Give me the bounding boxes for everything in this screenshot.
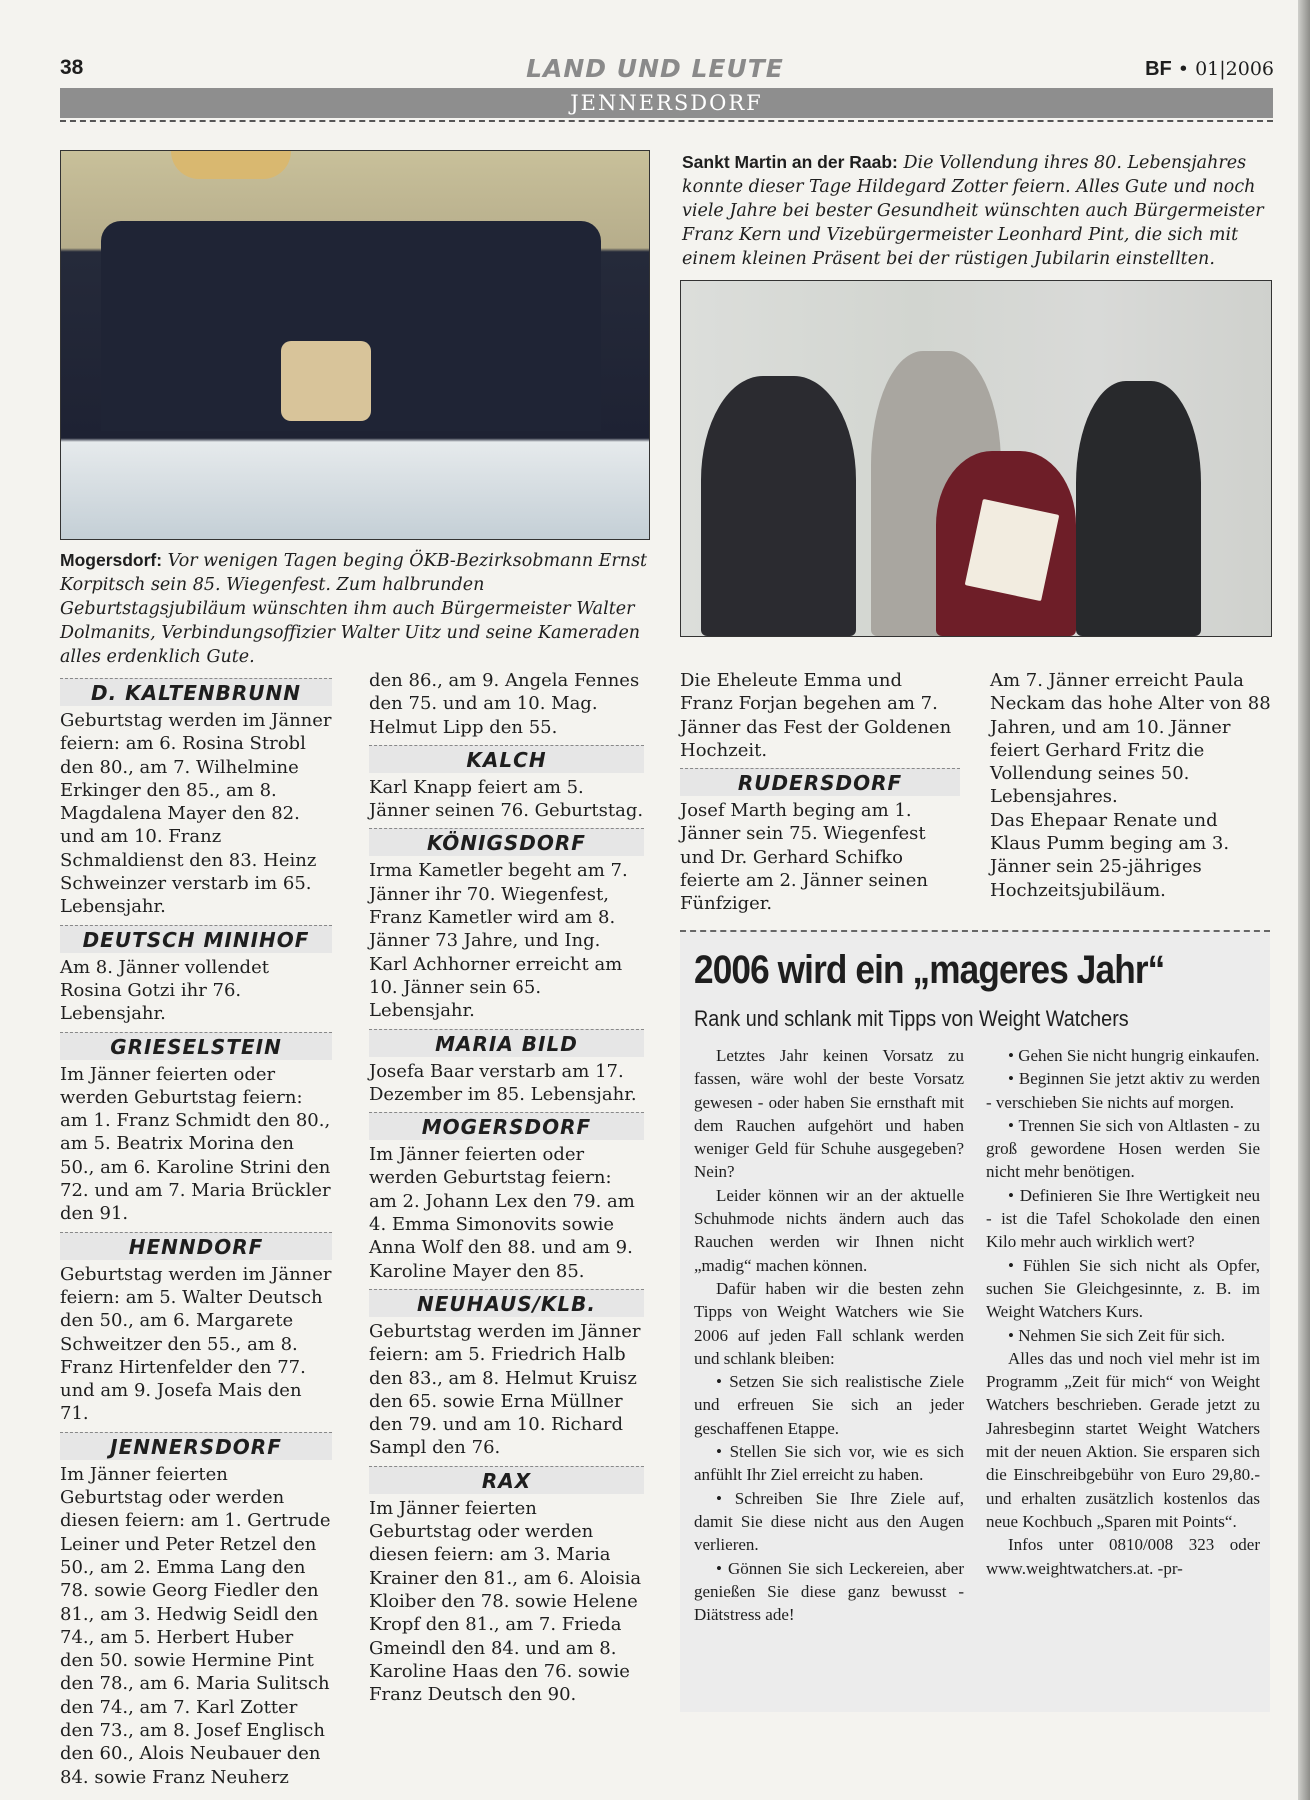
text-koenigsdorf: Irma Kametler begeht am 7. Jänner ihr 70. Wiegenfest, Franz Kametler wird am 8. Jänner 73 Jahre, und Ing. Karl Achhorner erreicht am 10. Jänner sein 65. Lebensjahr. (369, 860, 628, 1022)
column-3 (680, 669, 960, 916)
article-paragraph: Alles das und noch viel mehr ist im Programm „Zeit für mich“ von Weight Watchers beschrieben. Gerade jetzt zu Jahresbeginn startet Weight Watchers mit der neuen Aktion. Sie ersparen sich die Einschreibgebühr von Euro 29,80.- und erhalten zusätzlich kostenlos das neue Kochbuch „Sparen mit Points“. (986, 1348, 1260, 1531)
article-paragraph: Dafür haben wir die besten zehn Tipps von Weight Watchers wie Sie 2006 auf jeden Fall schlank werden und schlank bleiben: (694, 1278, 964, 1368)
heading-henndorf: HENNDORF (60, 1232, 332, 1260)
article-tip: • Gönnen Sie sich Leckereien, aber genießen Sie diese ganz bewusst - Diätstress ade! (694, 1558, 964, 1625)
text-maria-bild: Josefa Baar verstarb am 17. Dezember im 85. Lebensjahr. (369, 1060, 637, 1105)
text-neuhaus: Geburtstag werden im Jänner feiern: am 5. Friedrich Halb den 83., am 8. Helmut Kruisz den 65. sowie Erna Müllner den 79. und am 10. Richard Sampl den 76. (369, 1320, 641, 1459)
text-pumm: Das Ehepaar Renate und Klaus Pumm beging am 3. Jänner sein 25-jähriges Hochzeitsjubiläum. (990, 809, 1230, 901)
photo-chandelier (171, 151, 291, 179)
heading-kalch: KALCH (369, 745, 644, 773)
article-tip: • Schreiben Sie Ihre Ziele auf, damit Sie diese nicht aus den Augen verlieren. (694, 1488, 964, 1555)
issue-number: 01|2006 (1195, 58, 1274, 80)
article-paragraph: Leider können wir an der aktuelle Schuhmode nichts ändern auch das Rauchen werden wir Ihnen nicht „madig“ machen können. (694, 1185, 964, 1275)
issue-separator: • (1177, 58, 1190, 80)
text-d-kaltenbrunn: Geburtstag werden im Jänner feiern: am 6. Rosina Strobl den 80., am 7. Wilhelmine Erkinger den 85., am 8. Magdalena Mayer den 82. und am 10. Franz Schmaldienst den 83. Heinz Schweinzer verstarb im 65. Lebensjahr. (60, 710, 332, 918)
article-column-left (694, 1044, 964, 1626)
photo-person (701, 376, 856, 636)
photo-sankt-martin (680, 280, 1272, 637)
article-paragraph: Letztes Jahr keinen Vorsatz zu fassen, wäre wohl der beste Vorsatz gewesen - oder haben Sie ernsthaft mit dem Rauchen aufgehört und haben weniger Geld für Schuhe ausgegeben? Nein? (694, 1046, 964, 1182)
heading-maria-bild: MARIA BILD (369, 1029, 644, 1057)
heading-jennersdorf: JENNERSDORF (60, 1432, 332, 1460)
text-henndorf: Geburtstag werden im Jänner feiern: am 5. Walter Deutsch den 50., am 6. Margarete Schweitzer den 55., am 8. Franz Hirtenfelder den 77. und am 9. Josefa Mais den 71. (60, 1263, 332, 1425)
article-subtitle: Rank und schlank mit Tipps von Weight Watchers (694, 1006, 1129, 1031)
article-tip: • Trennen Sie sich von Altlasten - zu groß gewordene Hosen werden Sie nicht mehr benötigen. (986, 1115, 1260, 1182)
text-rax: Im Jänner feierten Geburtstag oder werden diesen feiern: am 3. Maria Krainer den 81., am 6. Aloisia Kloiber den 78. sowie Helene Kropf den 81., am 7. Frieda Gmeindl den 84. und am 8. Karoline Haas den 76. sowie Franz Deutsch den 90. (369, 1497, 642, 1706)
photo-person (1076, 381, 1201, 636)
heading-deutsch-minihof: DEUTSCH MINIHOF (60, 925, 332, 953)
section-title: LAND UND LEUTE (526, 54, 784, 83)
heading-mogersdorf: MOGERSDORF (369, 1112, 644, 1140)
article-tip: • Nehmen Sie sich Zeit für sich. (1008, 1325, 1225, 1345)
heading-rudersdorf: RUDERSDORF (680, 768, 960, 796)
caption-place: Sankt Martin an der Raab: (682, 152, 898, 172)
column-4 (990, 669, 1272, 902)
article-tip: • Setzen Sie sich realistische Ziele und erfreuen Sie sich an jeder geschaffenen Etappe. (694, 1372, 964, 1438)
article-title: 2006 wird ein „mageres Jahr“ (694, 948, 1165, 992)
issue-label (1145, 58, 1274, 81)
article-column-right (986, 1044, 1260, 1580)
text-rudersdorf: Josef Marth beging am 1. Jänner sein 75. Wiegenfest und Dr. Gerhard Schifko feierte am 2. Jänner seinen Fünfziger. (680, 800, 928, 915)
article-tip: • Stellen Sie sich vor, wie es sich anfühlt Ihr Ziel erreicht zu haben. (694, 1442, 964, 1485)
caption-text: Die Vollendung ihres 80. Lebensjahres konnte dieser Tage Hildegard Zotter feiern. Alles Gute und noch viele Jahre bei bester Gesundheit wünschten auch Bürgermeister Franz Kern und Vizebürgermeister Leonhard Pint, die sich mit einem kleinen Präsent bei der rüstigen Jubilarin einstellten. (682, 153, 1264, 269)
article-tip: • Gehen Sie nicht hungrig einkaufen. (1008, 1046, 1260, 1065)
article-tip: • Definieren Sie Ihre Wertigkeit neu - ist die Tafel Schokolade den einen Kilo mehr auch wirklich wert? (986, 1185, 1260, 1252)
heading-koenigsdorf: KÖNIGSDORF (369, 828, 644, 856)
caption-mogersdorf (60, 548, 648, 669)
text-jennersdorf-continued: den 86., am 9. Angela Fennes den 75. und am 10. Mag. Helmut Lipp den 55. (369, 670, 640, 738)
heading-grieselstein: GRIESELSTEIN (60, 1032, 332, 1060)
article-weight-watchers (680, 930, 1270, 1712)
text-grieselstein: Im Jänner feierten oder werden Geburtstag feiern: am 1. Franz Schmidt den 80., am 5. Beatrix Morina den 50., am 6. Karoline Strini den 72. und am 7. Maria Brückler den 91. (60, 1063, 331, 1225)
heading-neuhaus: NEUHAUS/KLB. (369, 1289, 644, 1317)
text-neckam: Am 7. Jänner erreicht Paula Neckam das hohe Alter von 88 Jahren, und am 10. Jänner feiert Gerhard Fritz die Vollendung seines 50. Lebensjahres. (990, 670, 1271, 808)
issue-brand: BF (1145, 58, 1172, 80)
article-contact: Infos unter 0810/008 323 oder www.weightwatchers.at. -pr- (986, 1535, 1260, 1578)
caption-place: Mogersdorf: (60, 550, 163, 570)
photo-gift-basket (281, 341, 371, 421)
caption-text: Vor wenigen Tagen beging ÖKB-Bezirksobmann Ernst Korpitsch sein 85. Wiegenfest. Zum halbrunden Geburtstagsjubiläum wünschten ihm auch Bürgermeister Walter Dolmanits, Verbindungsoffizier Walter Uitz und seine Kameraden alles erdenklich Gute. (60, 551, 648, 667)
region-band: JENNERSDORF (60, 88, 1273, 118)
column-2 (369, 669, 644, 1706)
page-spine-shadow (1298, 0, 1310, 1800)
article-tip: • Fühlen Sie sich nicht als Opfer, suchen Sie Gleichgesinnte, z. B. im Weight Watchers Kurs. (986, 1255, 1260, 1322)
page-number: 38 (60, 56, 84, 79)
text-mogersdorf: Im Jänner feierten oder werden Geburtstag feiern: am 2. Johann Lex den 79. am 4. Emma Simonovits sowie Anna Wolf den 88. und am 9. Karoline Mayer den 85. (369, 1144, 635, 1282)
text-jennersdorf: Im Jänner feierten Geburtstag oder werden diesen feiern: am 1. Gertrude Leiner und Peter Retzel den 50., am 2. Emma Lang den 78. sowie Georg Fiedler den 81., am 3. Hedwig Seidl den 74., am 5. Herbert Huber den 50. sowie Hermine Pint den 78., am 6. Maria Sulitsch den 74., am 7. Karl Zotter den 73., am 8. Josef Englisch den 60., Alois Neubauer den 84. sowie Franz Neuherz (60, 1463, 331, 1788)
header-divider (60, 120, 1273, 122)
caption-sankt-martin (682, 150, 1270, 271)
heading-d-kaltenbrunn: D. KALTENBRUNN (60, 678, 332, 706)
column-1 (60, 672, 332, 1789)
photo-mogersdorf (60, 150, 650, 540)
article-tip: • Beginnen Sie jetzt aktiv zu werden - verschieben Sie nichts auf morgen. (986, 1069, 1260, 1112)
heading-rax: RAX (369, 1466, 644, 1494)
text-deutsch-minihof: Am 8. Jänner vollendet Rosina Gotzi ihr 76. Lebensjahr. (60, 956, 269, 1025)
text-forjan: Die Eheleute Emma und Franz Forjan begehen am 7. Jänner das Fest der Goldenen Hochzeit. (680, 670, 952, 761)
text-kalch: Karl Knapp feiert am 5. Jänner seinen 76. Geburtstag. (369, 776, 644, 822)
